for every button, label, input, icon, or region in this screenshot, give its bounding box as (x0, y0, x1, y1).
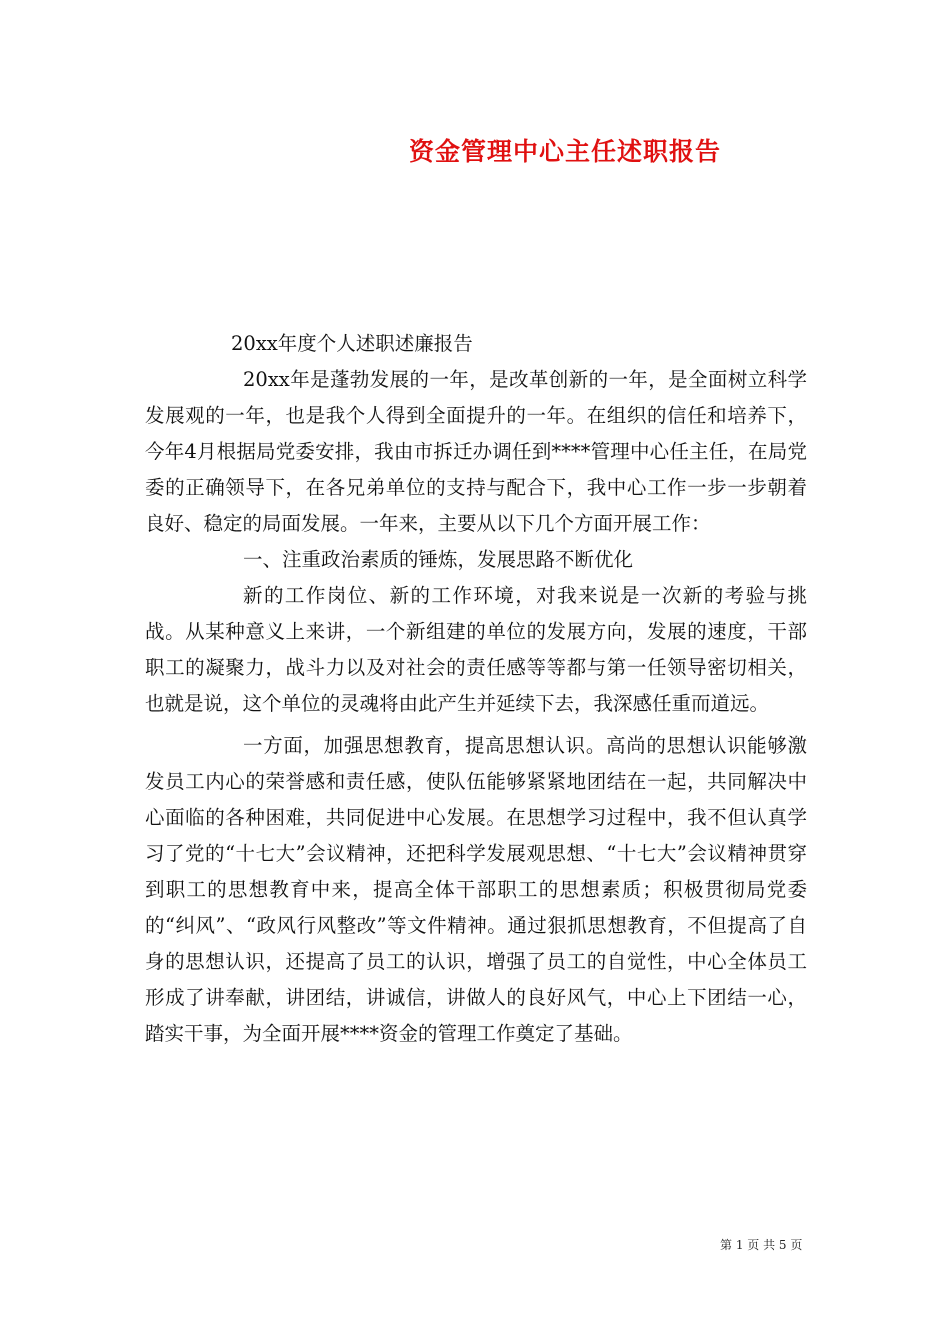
document-body (145, 326, 807, 1052)
document-subtitle: 20xx年度个人述职述廉报告 (231, 332, 473, 355)
section-heading-1: 一、注重政治素质的锤炼，发展思路不断优化 (243, 548, 634, 571)
document-title: 资金管理中心主任述职报告 (408, 137, 721, 166)
paragraph-intro: 20xx年是蓬勃发展的一年，是改革创新的一年，是全面树立科学发展观的一年，也是我个人得到全面提升的一年。在组织的信任和培养下，今年4月根据局党委安排，我由市拆迁办调任到****管理中心任主任，在局党委的正确领导下，在各兄弟单位的支持与配合下，我中心工作一步一步朝着良好、稳定的局面发展。一年来，主要从以下几个方面开展工作： (145, 368, 807, 535)
paragraph-thought-education: 一方面，加强思想教育，提高思想认识。高尚的思想认识能够激发员工内心的荣誉感和责任感，使队伍能够紧紧地团结在一起，共同解决中心面临的各种困难，共同促进中心发展。在思想学习过程中，我不但认真学习了党的“十七大”会议精神，还把科学发展观思想、“十七大”会议精神贯穿到职工的思想教育中来，提高全体干部职工的思想素质；积极贯彻局党委的“纠风”、“政风行风整改”等文件精神。通过狠抓思想教育，不但提高了自身的思想认识，还提高了员工的认识，增强了员工的自觉性，中心全体员工形成了讲奉献，讲团结，讲诚信，讲做人的良好风气，中心上下团结一心，踏实干事，为全面开展****资金的管理工作奠定了基础。 (145, 734, 807, 1045)
page-number-footer: 第 1 页 共 5 页 (720, 1238, 803, 1252)
paragraph-new-position: 新的工作岗位、新的工作环境，对我来说是一次新的考验与挑战。从某种意义上来讲，一个新组建的单位的发展方向，发展的速度，干部职工的凝聚力，战斗力以及对社会的责任感等等都与第一任领导密切相关，也就是说，这个单位的灵魂将由此产生并延续下去，我深感任重而道远。 (145, 584, 807, 715)
